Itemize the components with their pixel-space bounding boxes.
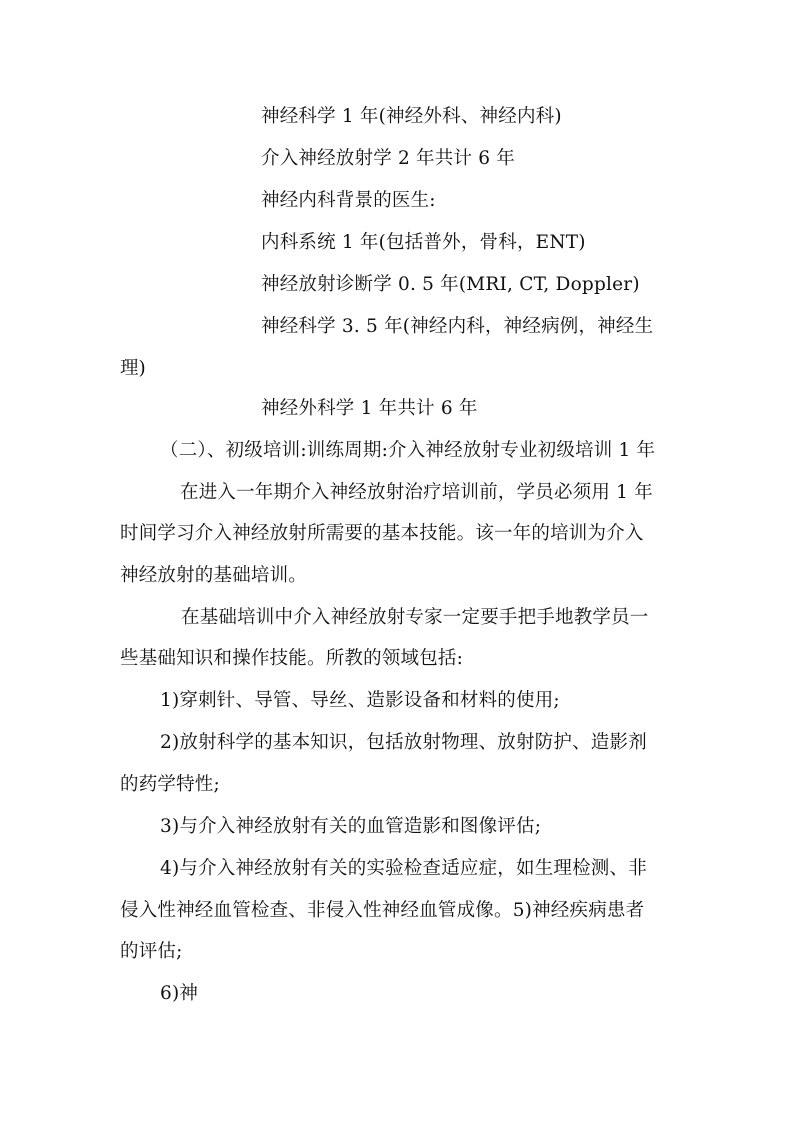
paragraph-line: 在基础培训中介入神经放射专家一定要手把手地教学员一: [181, 607, 649, 628]
text-line: 神经外科学 1 年共计 6 年: [261, 398, 478, 419]
paragraph-line: 些基础知识和操作技能。所教的领域包括:: [120, 648, 464, 669]
paragraph-line: 神经放射的基础培训。: [120, 565, 308, 586]
paragraph-line: 在进入一年期介入神经放射治疗培训前，学员必须用 1 年: [180, 482, 653, 503]
text-line: 介入神经放射学 2 年共计 6 年: [261, 148, 515, 169]
list-item-continuation: 侵入性神经血管检查、非侵入性神经血管成像。5)神经疾病患者: [120, 900, 645, 921]
section-heading: （二）、初级培训:训练周期:介入神经放射专业初级培训 1 年: [160, 440, 656, 461]
list-item: 4)与介入神经放射有关的实验检查适应症，如生理检测、非: [160, 858, 647, 879]
list-item: 3)与介入神经放射有关的血管造影和图像评估;: [160, 816, 542, 837]
list-item: 2)放射科学的基本知识，包括放射物理、放射防护、造影剂: [160, 732, 647, 753]
text-line: 神经放射诊断学 0. 5 年(MRI, CT, Doppler): [261, 274, 640, 295]
list-item-continuation: 的评估;: [120, 941, 183, 962]
text-line: 神经科学 3. 5 年(神经内科，神经病例，神经生: [261, 316, 654, 337]
list-item: 6)神: [160, 983, 199, 1004]
list-item-continuation: 的药学特性;: [120, 774, 220, 795]
list-item: 1)穿刺针、导管、导丝、造影设备和材料的使用;: [160, 690, 560, 711]
paragraph-line: 时间学习介入神经放射所需要的基本技能。该一年的培训为介入: [120, 523, 644, 544]
text-line: 内科系统 1 年(包括普外，骨科，ENT): [261, 232, 586, 253]
text-line: 理): [120, 358, 146, 379]
text-line: 神经内科背景的医生:: [261, 190, 436, 211]
text-line: 神经科学 1 年(神经外科、神经内科): [261, 106, 562, 127]
